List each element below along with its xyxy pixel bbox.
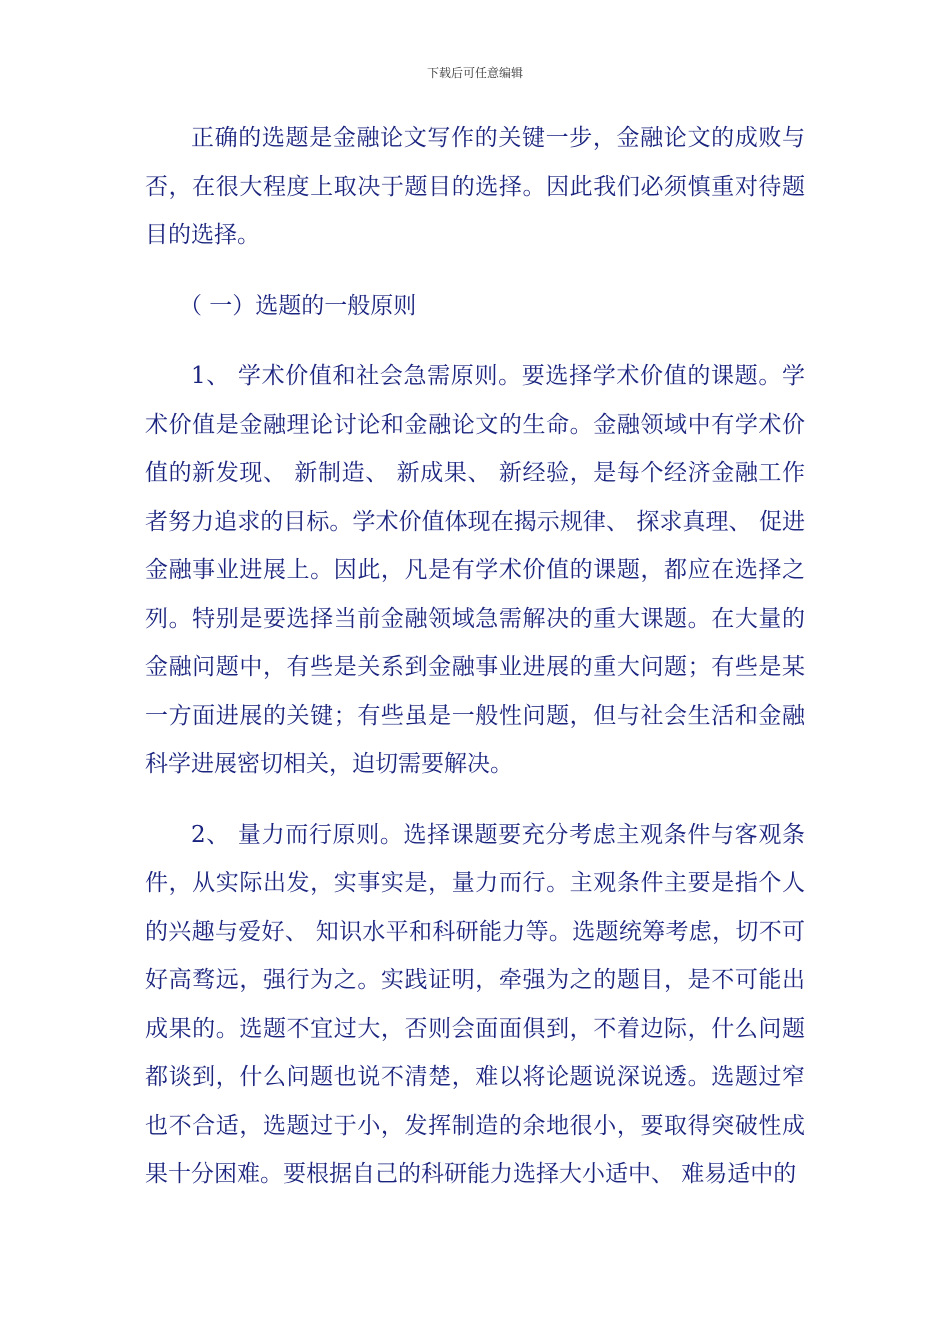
principle-1-paragraph: 1、 学术价值和社会急需原则。要选择学术价值的课题。学术价值是金融理论讨论和金融论文的生命。金融领域中有学术价值的新发现、 新制造、 新成果、 新经验，是每个经济金融工作者努力追求的目标。学术价值体现在揭示规律、 探求真理、 促进金融事业进展上。因此，凡是有学术价值的课题，都应在选择之列。特别是要选择当前金融领域急需解决的重大课题。在大量的金融问题中，有些是关系到金融事业进展的重大问题；有些是某一方面进展的关键；有些虽是一般性问题，但与社会生活和金融科学进展密切相关，迫切需要解决。 xyxy=(145,363,805,777)
section-heading: （ 一）选题的一般原则 xyxy=(179,292,417,319)
page-header: 下载后可任意编辑 xyxy=(426,66,523,80)
spacer xyxy=(145,260,805,282)
spacer xyxy=(145,789,805,811)
intro-paragraph: 正确的选题是金融论文写作的关键一步，金融论文的成败与否，在很大程度上取决于题目的选择。因此我们必须慎重对待题目的选择。 xyxy=(145,125,805,248)
document-body xyxy=(145,114,805,1199)
principle-2-paragraph: 2、 量力而行原则。选择课题要充分考虑主观条件与客观条件，从实际出发，实事实是，量力而行。主观条件主要是指个人的兴趣与爱好、 知识水平和科研能力等。选题统筹考虑，切不可好高骛远，强行为之。实践证明，牵强为之的题目，是不可能出成果的。选题不宜过大，否则会面面俱到，不着边际，什么问题都谈到，什么问题也说不清楚，难以将论题说深说透。选题过窄也不合适，选题过于小，发挥制造的余地很小，要取得突破性成果十分困难。要根据自己的科研能力选择大小适中、 难易适中的 xyxy=(145,821,805,1187)
spacer xyxy=(145,330,805,352)
